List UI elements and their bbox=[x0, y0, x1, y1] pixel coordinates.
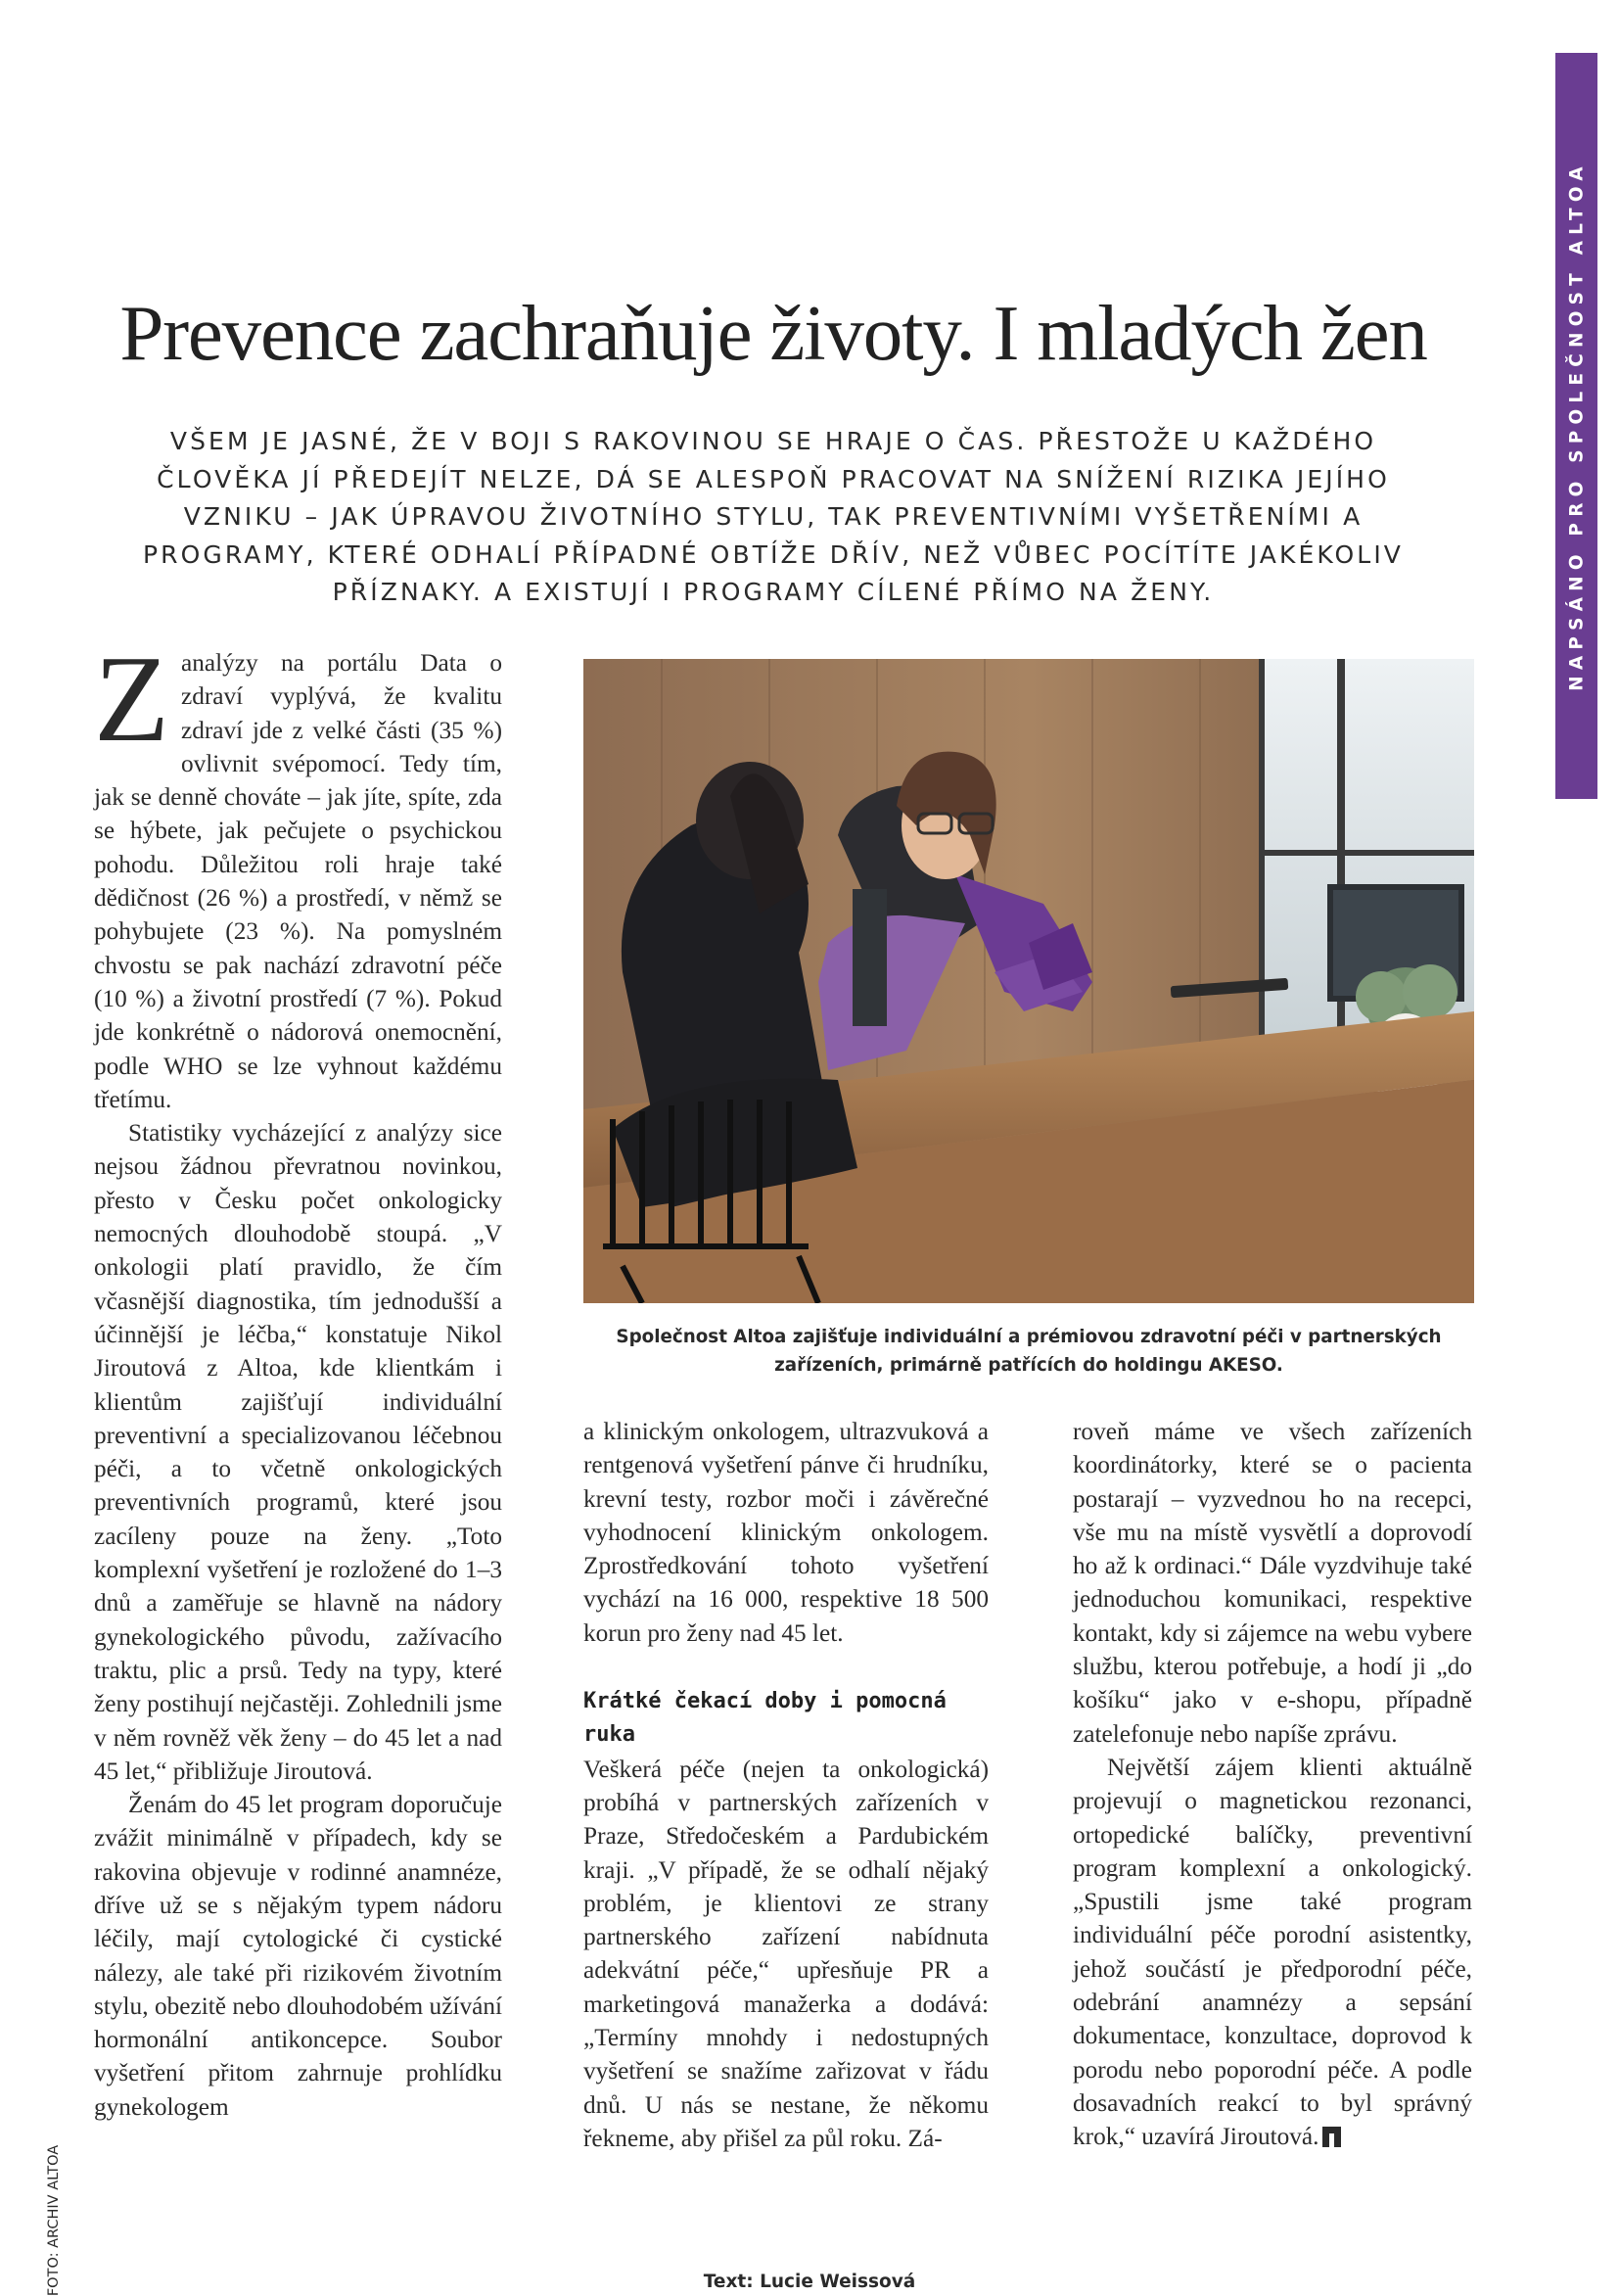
article-column-2 bbox=[583, 1415, 989, 2155]
paragraph-coordinators: roveň máme ve všech zařízeních koordinátorky, které se o pacienta postarají – vyzvednou ho na recepci, vše mu na místě vysvětlí a doprovodí ho až k ordinaci.“ Dále vyzdvihuje také jednoduchou komunikaci, respektive kontakt, kdy si zájemce na webu vybere službu, kterou potřebuje, a hodí ji „do košíku“ jako v e-shopu, případně zatelefonuje nebo napíše zprávu. bbox=[1073, 1418, 1472, 1748]
article-column-3 bbox=[1073, 1415, 1472, 2154]
drop-cap: Z bbox=[94, 632, 169, 768]
paragraph-under-45: Ženám do 45 let program doporučuje zvážit minimálně v případech, kdy se rakovina objevuje v rodinné anamnéze, dříve už se s nějakým typem nádoru léčily, mají cytologické či cystické nálezy, ale také při rizikovém životním stylu, obezitě nebo dlouhodobém užívání hormonální antikoncepce. Soubor vyšetření přitom zahrnuje prohlídku gynekologem bbox=[94, 1791, 502, 2121]
photo-caption: Společnost Altoa zajišťuje individuální a prémiovou zdravotní péči v partnerských zařízeních, primárně patřících do holdingu AKESO. bbox=[616, 1327, 1442, 1376]
end-mark-icon bbox=[1322, 2127, 1341, 2147]
consultation-photo-illustration bbox=[583, 659, 1474, 1303]
photo-credit: FOTO: ARCHIV ALTOA bbox=[46, 2144, 62, 2296]
paragraph-intro: Zanalýzy na portálu Data o zdraví vyplývá, že kvalitu zdraví jde z velké části (35 %) ovlivnit svépomocí. Tedy tím, jak se denně chováte – jak jíte, spíte, zda se hýbete, jak pečujete o psychickou pohodu. Důležitou roli hraje také dědičnost (26 %) a prostředí, v němž se pohybujete (23 %). Na pomyslném chvostu se pak nachází zdravotní péče (10 %) a životní prostředí (7 %). Pokud jde konkrétně o nádorová onemocnění, podle WHO se lze vyhnout každému třetímu. bbox=[94, 632, 502, 1113]
paragraph-client-interest: Největší zájem klienti aktuálně projevují o magnetickou rezonanci, ortopedické balíčky, preventivní program komplexní a onkologický. „Spustili jsme také program individuální péče porodní asistentky, jehož součástí je předporodní péče, odebrání anamnézy a sepsání dokumentace, konzultace, doprovod k porodu nebo poporodní péče. A podle dosavadních reakcí to byl správný krok,“ uzavírá Jiroutová. bbox=[1073, 1753, 1472, 2151]
article-column-1 bbox=[94, 632, 502, 2124]
paragraph-exam-contents: a klinickým onkologem, ultrazvuková a rentgenová vyšetření pánve či hrudníku, krevní testy, rozbor moči i závěrečné vyhodnocení klinickým onkologem. Zprostředkování tohoto vyšetření vychází na 16 000, respektive 18 500 korun pro ženy nad 45 let. bbox=[583, 1418, 989, 1647]
article-photo bbox=[583, 659, 1474, 1303]
byline: Text: Lucie Weissová bbox=[703, 2272, 916, 2292]
article-title: Prevence zachraňuje životy. I mladých žen bbox=[119, 289, 1427, 377]
article-lede: VŠEM JE JASNÉ, ŽE V BOJI S RAKOVINOU SE HRAJE O ČAS. PŘESTOŽE U KAŽDÉHO ČLOVĚKA JÍ PŘEDEJÍT NELZE, DÁ SE ALESPOŇ PRACOVAT NA SNÍŽENÍ RIZIKA JEJÍHO VZNIKU – JAK ÚPRAVOU ŽIVOTNÍHO STYLU, TAK PREVENTIVNÍMI VYŠETŘENÍMI A PROGRAMY, KTERÉ ODHALÍ PŘÍPADNÉ OBTÍŽE DŘÍV, NEŽ VŮBEC POCÍTÍTE JAKÉKOLIV PŘÍZNAKY. A EXISTUJÍ I PROGRAMY CÍLENÉ PŘÍMO NA ŽENY. bbox=[142, 427, 1405, 606]
paragraph-statistics: Statistiky vycházející z analýzy sice nejsou žádnou převratnou novinkou, přesto v Česku počet onkologicky nemocných dlouhodobě stoupá. „V onkologii platí pravidlo, že čím včasnější diagnostika, tím jednodušší a účinnější je léčba,“ konstatuje Nikol Jiroutová z Altoa, kde klientkám i klientům zajišťují individuální preventivní a specializovanou léčebnou péči, a to včetně onkologických preventivních programů, které jsou zacíleny pouze na ženy. „Toto komplexní vyšetření je rozložené do 1–3 dnů a zaměřuje se hlavně na nádory gynekologického původu, zažívacího traktu, plic a prsů. Tedy na typy, které ženy postihují nejčastěji. Zohlednili jsme v něm rovněž věk ženy – do 45 let a nad 45 let,“ přibližuje Jiroutová. bbox=[94, 1119, 502, 1785]
side-tab-label: NAPSÁNO PRO SPOLEČNOST ALTOA bbox=[1566, 161, 1588, 691]
section-subheading: Krátké čekací doby i pomocná ruka bbox=[583, 1689, 947, 1748]
paragraph-partner-facilities: Veškerá péče (nejen ta onkologická) probíhá v partnerských zařízeních v Praze, Středočeském a Pardubickém kraji. „V případě, že se odhalí nějaký problém, je klientovi ze strany partnerského zařízení nabídnuta adekvátní péče,“ upřesňuje PR a marketingová manažerka a dodává: „Termíny mnohdy i nedostupných vyšetření se snažíme zařizovat v řádu dnů. U nás se nestane, že někomu řekneme, aby přišel za půl roku. Zá- bbox=[583, 1755, 989, 2152]
